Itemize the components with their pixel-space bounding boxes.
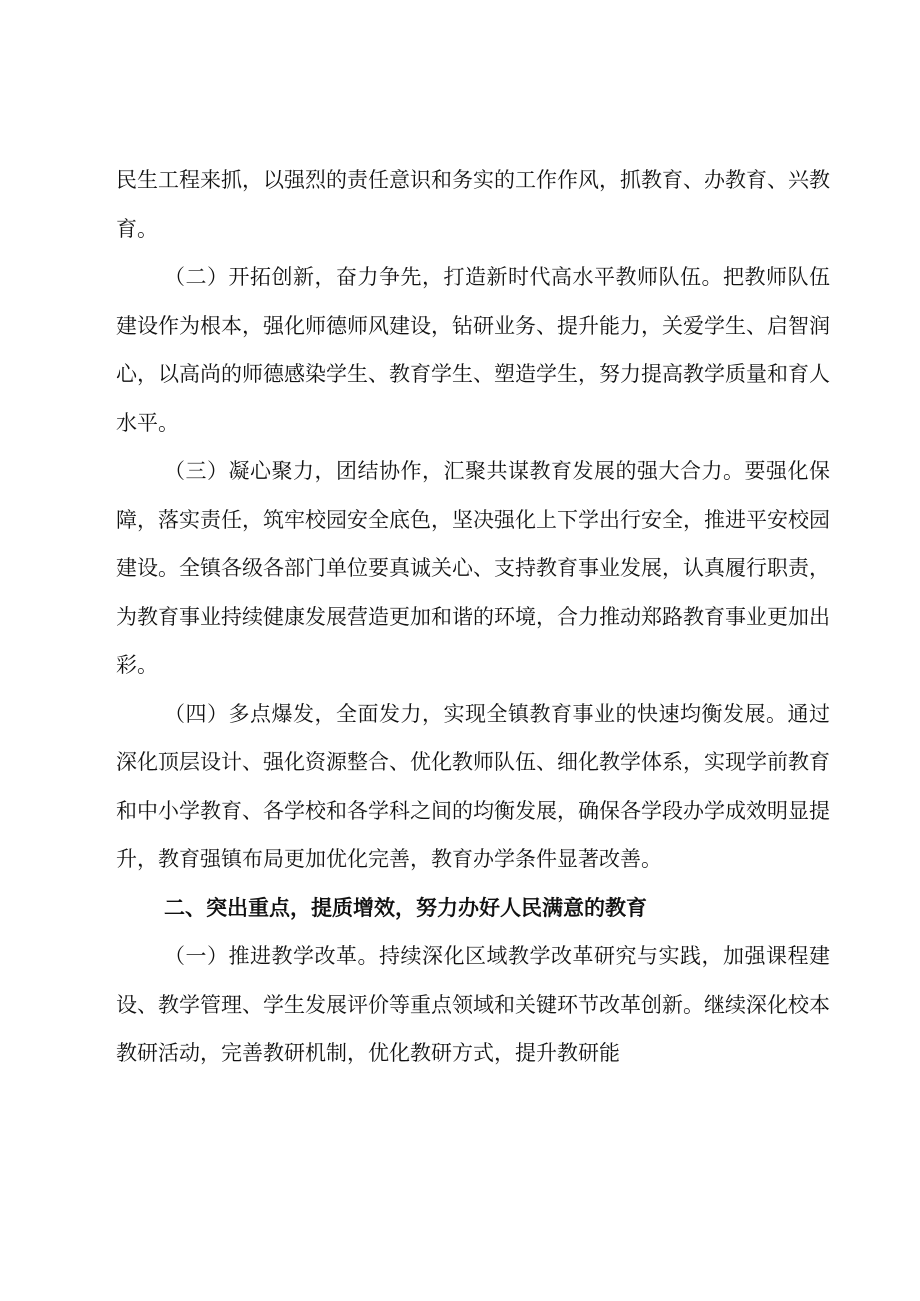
paragraph-2: （二）开拓创新，奋力争先，打造新时代高水平教师队伍。把教师队伍建设作为根本，强化师德师风建设，钻研业务、提升能力，关爱学生、启智润心，以高尚的师德感染学生、教育学生、塑造学生，努力提高教学质量和育人水平。 <box>116 265 830 435</box>
paragraph-1: 民生工程来抓，以强烈的责任意识和务实的工作作风，抓教育、办教育、兴教育。 <box>116 168 830 241</box>
paragraph-4: （四）多点爆发，全面发力，实现全镇教育事业的快速均衡发展。通过深化顶层设计、强化资源整合、优化教师队伍、细化教学体系，实现学前教育和中小学教育、各学校和各学科之间的均衡发展，确保各学段办学成效明显提升，教育强镇布局更加优化完善，教育办学条件显著改善。 <box>116 701 830 871</box>
section-heading: 二、突出重点，提质增效，努力办好人民满意的教育 <box>164 895 647 920</box>
paragraph-3: （三）凝心聚力，团结协作，汇聚共谋教育发展的强大合力。要强化保障，落实责任，筑牢校园安全底色，坚决强化上下学出行安全，推进平安校园建设。全镇各级各部门单位要真诚关心、支持教育事业发展，认真履行职责，为教育事业持续健康发展营造更加和谐的环境，合力推动郑路教育事业更加出彩。 <box>116 459 830 677</box>
paragraph-5: （一）推进教学改革。持续深化区域教学改革研究与实践，加强课程建设、教学管理、学生发展评价等重点领域和关键环节改革创新。继续深化校本教研活动，完善教研机制，优化教研方式，提升教研能 <box>116 944 830 1065</box>
document-body <box>116 156 830 1078</box>
